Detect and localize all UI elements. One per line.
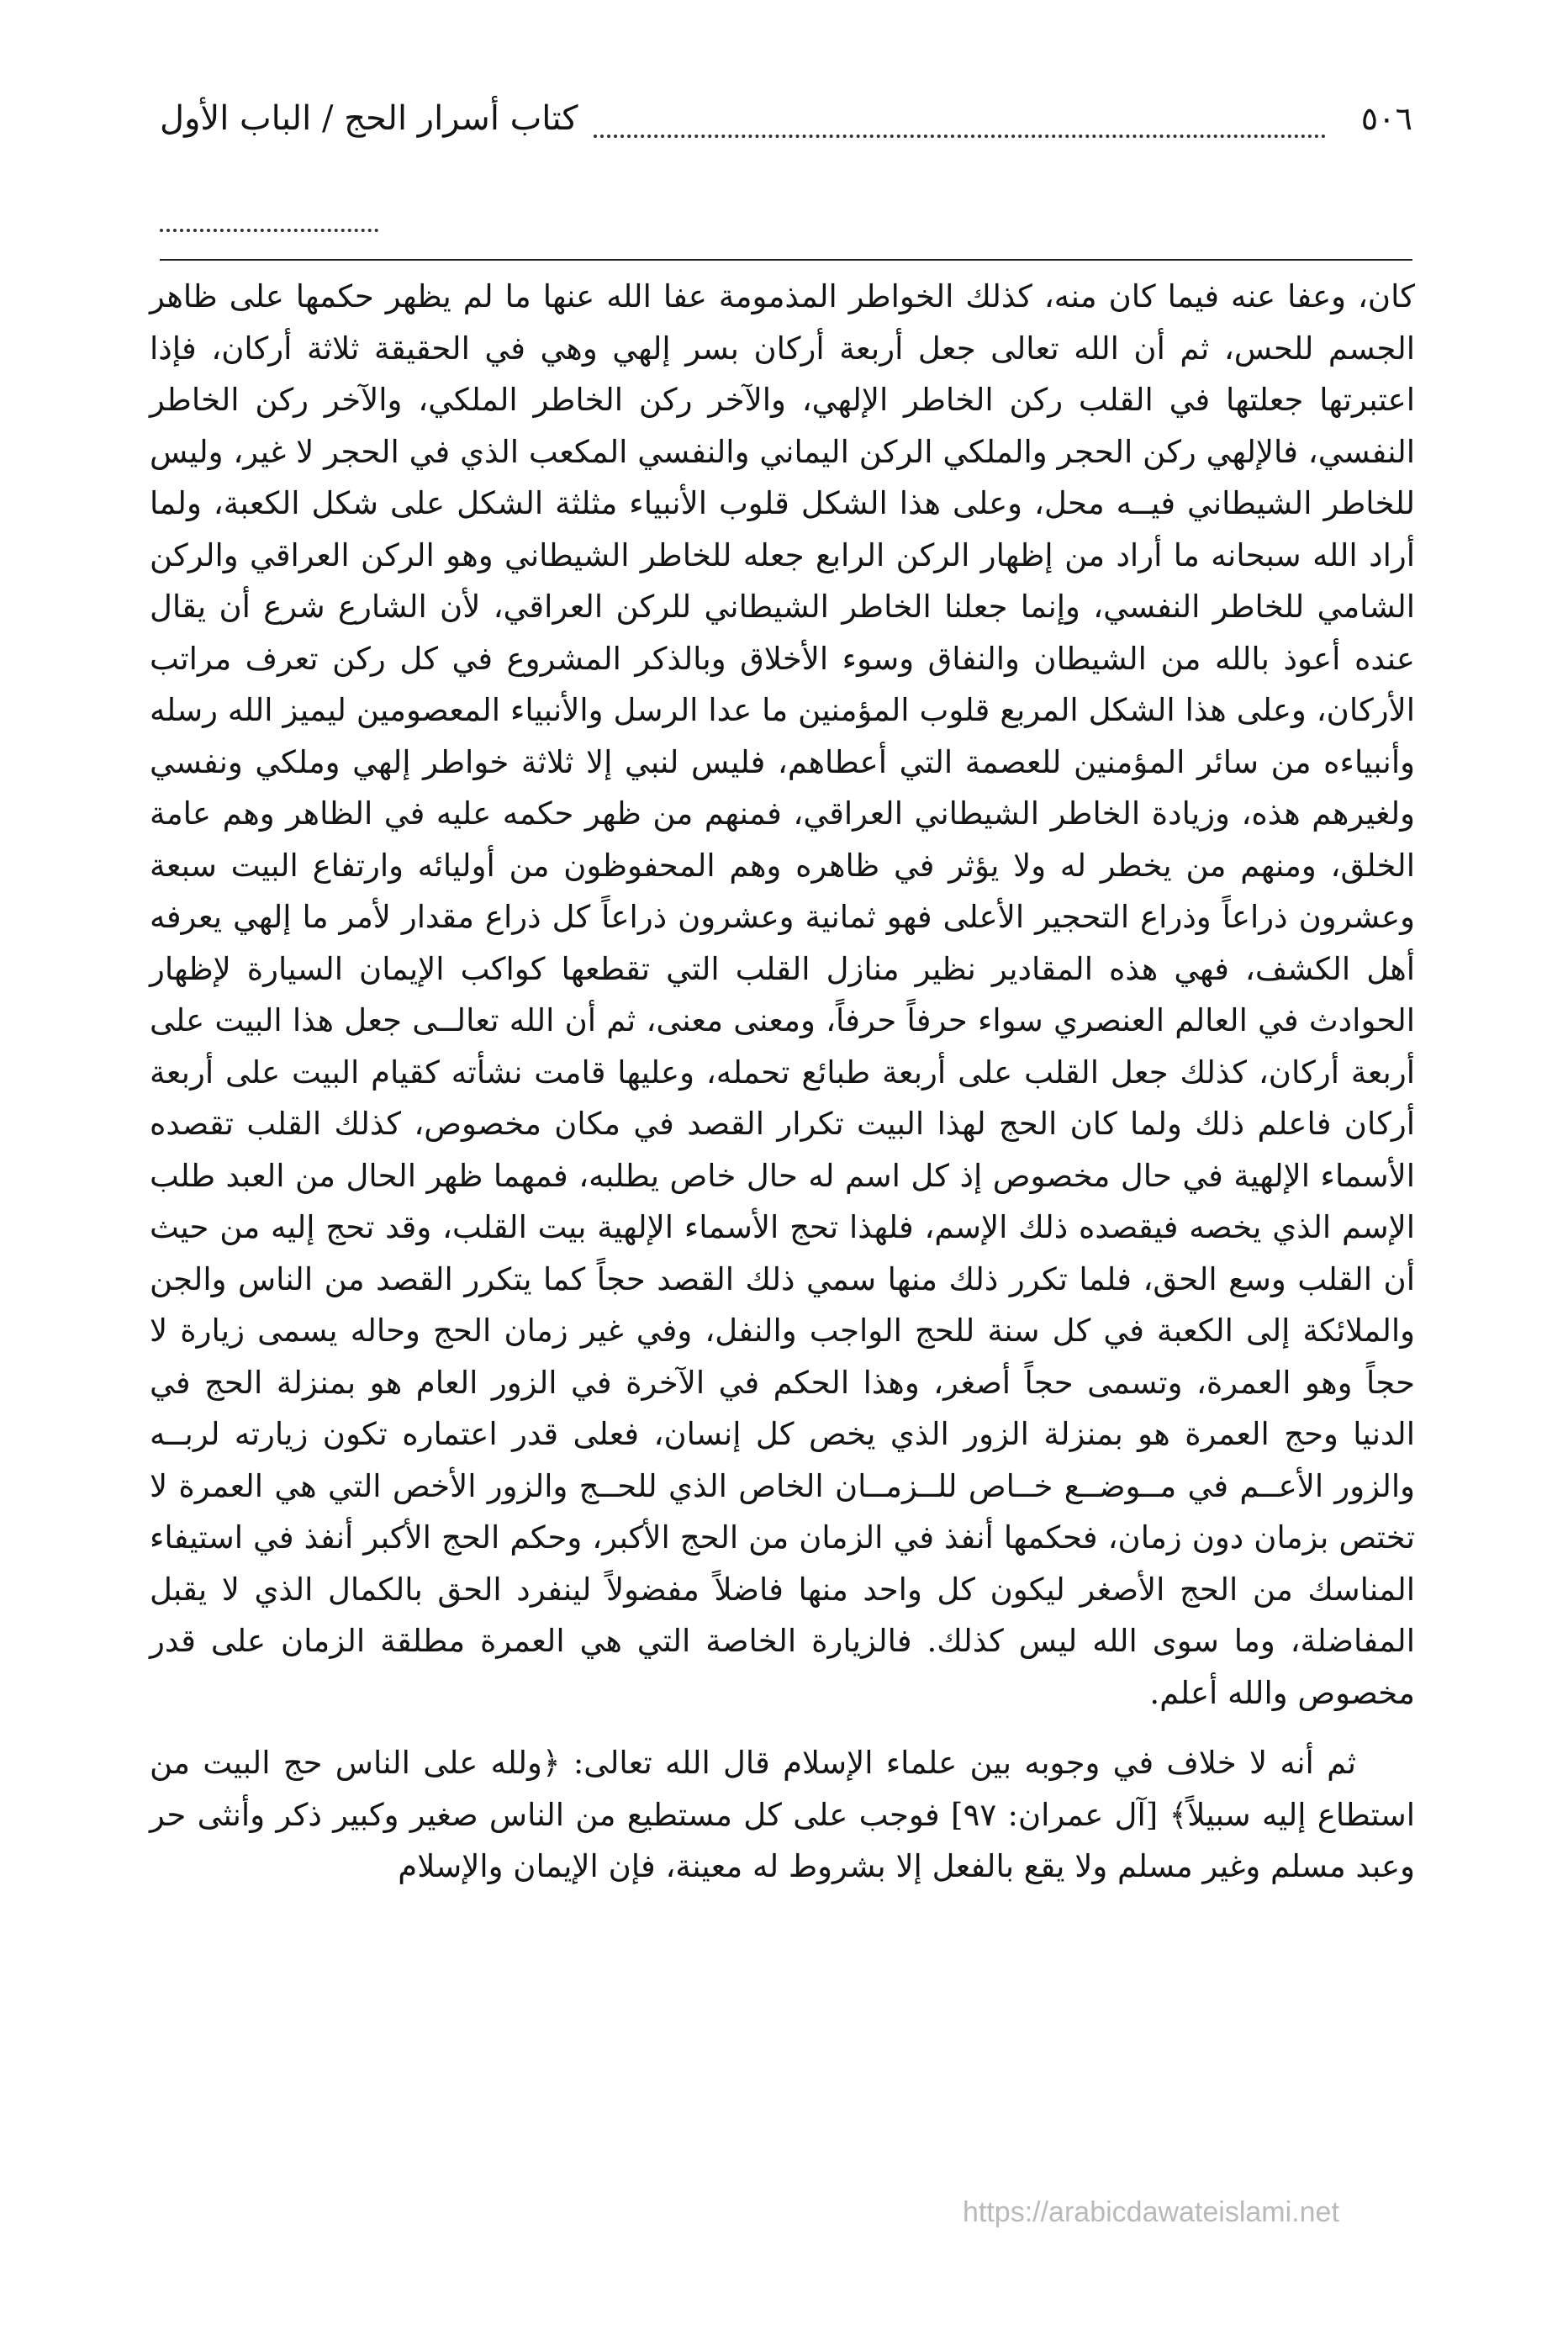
header-rule <box>160 259 1412 261</box>
watermark-url: https://arabicdawateislami.net <box>963 2196 1339 2228</box>
header-dotted-leader <box>594 111 1326 138</box>
paragraph-2: ثم أنه لا خلاف في وجوبه بين علماء الإسلام قال الله تعالى: ﴿ولله على الناس حج البيت من استطاع إليه سبيلاً﴾ [آل عمران: ٩٧] فوجب على كل مستطيع من الناس صغير وكبير ذكر وأنثى حر وعبد مسلم وغير مسلم ولا يقع بالفعل إلا بشروط له معينة، فإن الإيمان والإسلام <box>150 1745 1416 1884</box>
page-header <box>160 99 1412 150</box>
body-text <box>150 271 1415 1893</box>
running-title: كتاب أسرار الحج / الباب الأول <box>160 99 578 138</box>
page-number: ٥٠٦ <box>1360 100 1412 137</box>
paragraph-1: كان، وعفا عنه فيما كان منه، كذلك الخواطر المذمومة عفا الله عنها ما لم يظهر حكمها على ظاهر الجسم للحس، ثم أن الله تعالى جعل أربعة أركان بسر إلهي وهي في الحقيقة ثلاثة أركان، فإذا اعتبرتها جعلتها في القلب ركن الخاطر الإلهي، والآخر ركن الخاطر الملكي، والآخر ركن الخاطر النفسي، فالإلهي ركن الحجر والملكي الركن اليماني والنفسي المكعب الذي في الحجر لا غير، وليس للخاطر الشيطاني فيــه محل، وعلى هذا الشكل قلوب الأنبياء مثلثة الشكل على شكل الكعبة، ولما أراد الله سبحانه ما أراد من إظهار الركن الرابع جعله للخاطر الشيطاني وهو الركن العراقي والركن الشامي للخاطر النفسي، وإنما جعلنا الخاطر الشيطاني للركن العراقي، لأن الشارع شرع أن يقال عنده أعوذ بالله من الشيطان والنفاق وسوء الأخلاق وبالذكر المشروع في كل ركن تعرف مراتب الأركان، وعلى هذا الشكل المربع قلوب المؤمنين ما عدا الرسل والأنبياء المعصومين ليميز الله رسله وأنبياءه من سائر المؤمنين للعصمة التي أعطاهم، فليس لنبي إلا ثلاثة خواطر إلهي وملكي ونفسي ولغيرهم هذه، وزيادة الخاطر الشيطاني العراقي، فمنهم من ظهر حكمه عليه في الظاهر وهم عامة الخلق، ومنهم من يخطر له ولا يؤثر في ظاهره وهم المحفوظون من أوليائه وارتفاع البيت سبعة وعشرون ذراعاً وذراع التحجير الأعلى فهو ثمانية وعشرون ذراعاً كل ذراع مقدار لأمر ما إلهي يعرفه أهل الكشف، فهي هذه المقادير نظير منازل القلب التي تقطعها كواكب الإيمان السيارة لإظهار الحوادث في العالم العنصري سواء حرفاً حرفاً، ومعنى معنى، ثم أن الله تعالــى جعل هذا البيت على أربعة أركان، كذلك جعل القلب على أربعة طبائع تحمله، وعليها قامت نشأته كقيام البيت على أربعة أركان فاعلم ذلك ولما كان الحج لهذا البيت تكرار القصد في مكان مخصوص، كذلك القلب تقصده الأسماء الإلهية في حال مخصوص إذ كل اسم له حال خاص يطلبه، فمهما ظهر الحال من العبد طلب الإسم الذي يخصه فيقصده ذلك الإسم، فلهذا تحج الأسماء الإلهية بيت القلب، وقد تحج إليه من حيث أن القلب وسع الحق، فلما تكرر ذلك منها سمي ذلك القصد حجاً كما يتكرر القصد من الناس والجن والملائكة إلى الكعبة في كل سنة للحج الواجب والنفل، وفي غير زمان الحج وحاله يسمى زيارة لا حجاً وهو العمرة، وتسمى حجاً أصغر، وهذا الحكم في الآخرة في الزور العام هو بمنزلة الحج في الدنيا وحج العمرة هو بمنزلة الزور الذي يخص كل إنسان، فعلى قدر اعتماره تكون زيارته لربــه والزور الأعــم في مــوضــع خــاص للــزمــان الخاص الذي للحــج والزور الأخص التي هي العمرة لا تختص بزمان دون زمان، فحكمها أنفذ في الزمان من الحج الأكبر، وحكم الحج الأكبر أنفذ في استيفاء المناسك من الحج الأصغر ليكون كل واحد منها فاضلاً مفضولاً لينفرد الحق بالكمال الذي لا يقبل المفاضلة، وما سوى الله ليس كذلك. فالزيارة الخاصة التي هي العمرة مطلقة الزمان على قدر مخصوص والله أعلم. <box>150 278 1416 1711</box>
header-sub-dotted-leader <box>160 220 378 232</box>
